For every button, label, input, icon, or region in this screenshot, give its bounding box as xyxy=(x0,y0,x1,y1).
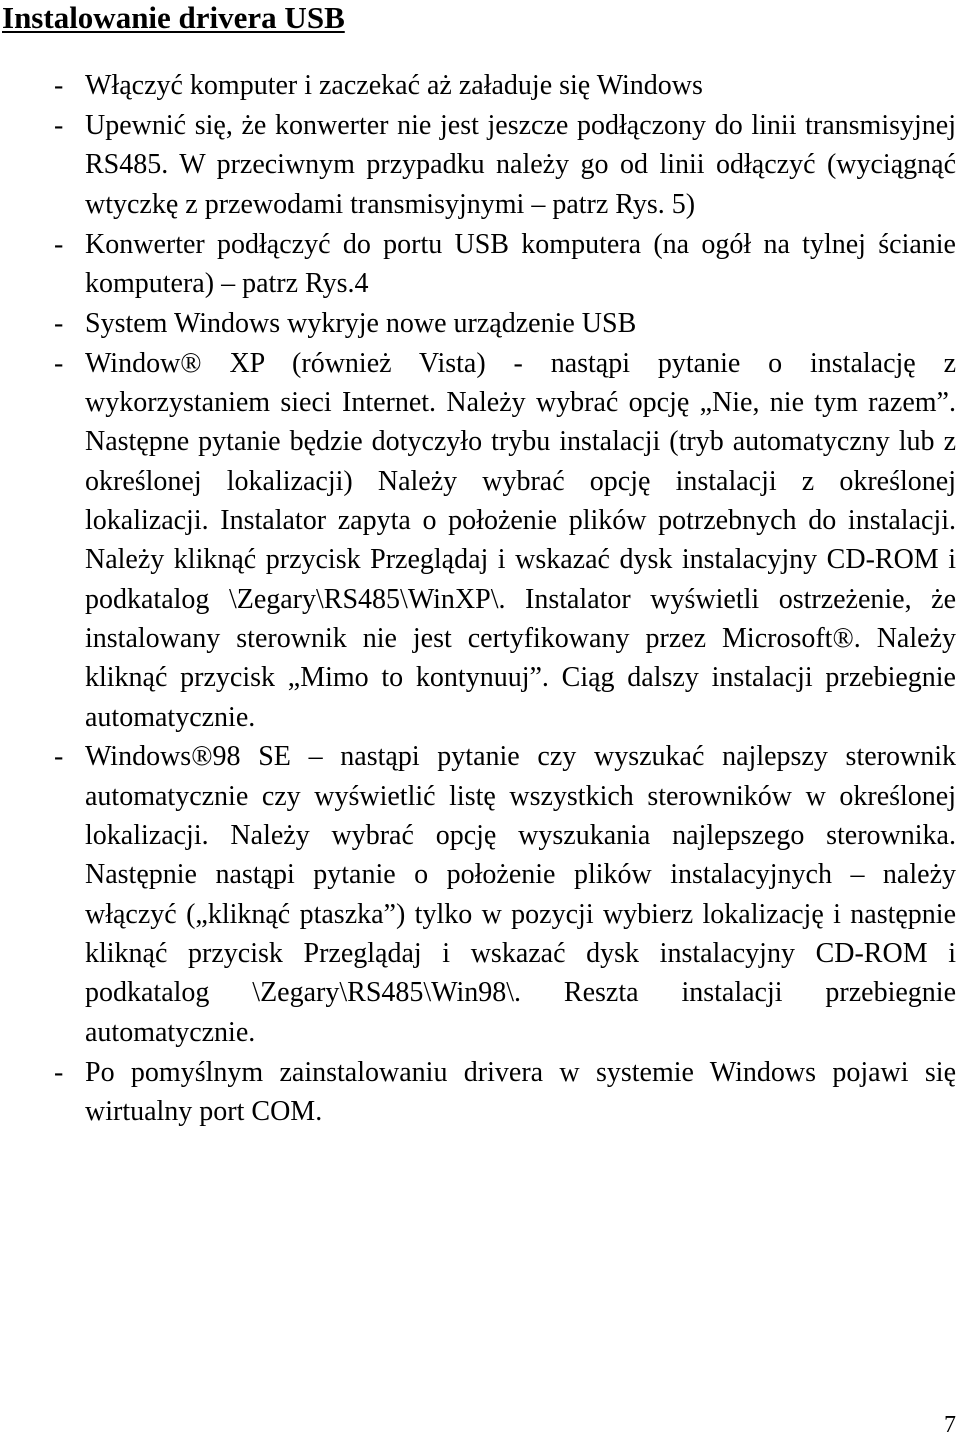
list-item xyxy=(54,225,956,304)
list-item xyxy=(54,344,956,737)
list-item-text: Konwerter podłączyć do portu USB komputera (na ogół na tylnej ścianie komputera) – patrz Rys.4 xyxy=(85,228,956,299)
list-item xyxy=(54,1053,956,1132)
instruction-list xyxy=(54,66,956,1132)
list-item-text: Po pomyślnym zainstalowaniu drivera w systemie Windows pojawi się wirtualny port COM. xyxy=(85,1056,956,1127)
bullet-dash: - xyxy=(54,109,64,141)
bullet-dash: - xyxy=(54,347,64,379)
bullet-dash: - xyxy=(54,228,64,260)
list-item-text: Windows®98 SE – nastąpi pytanie czy wyszukać najlepszy sterownik automatycznie czy wyświetlić listę wszystkich sterowników w określonej lokalizacji. Należy wybrać opcję wyszukania najlepszego sterownika. Następnie nastąpi pytanie o położenie plików instalacyjnych – należy włączyć („kliknąć ptaszka”) tylko w pozycji wybierz lokalizację i następnie kliknąć przycisk Przeglądaj i wskazać dysk instalacyjny CD-ROM i podkatalog \Zegary\RS485\Win98\. Reszta instalacji przebiegnie automatycznie. xyxy=(85,741,956,1048)
list-item-text: System Windows wykryje nowe urządzenie USB xyxy=(85,307,637,339)
list-item xyxy=(54,304,956,343)
list-item xyxy=(54,66,956,105)
bullet-dash: - xyxy=(54,70,64,101)
list-item xyxy=(54,106,956,224)
page-number: 7 xyxy=(944,1412,956,1438)
list-item xyxy=(54,737,956,1051)
page-title: Instalowanie drivera USB xyxy=(2,0,345,35)
list-item-text: Upewnić się, że konwerter nie jest jeszcze podłączony do linii transmisyjnej RS485. W przeciwnym przypadku należy go od linii odłączyć (wyciągnąć wtyczkę z przewodami transmisyjnymi – patrz Rys. 5) xyxy=(85,109,956,220)
list-item-text: Włączyć komputer i zaczekać aż załaduje się Windows xyxy=(85,70,703,101)
bullet-dash: - xyxy=(54,741,64,773)
bullet-dash: - xyxy=(54,1056,64,1088)
list-item-text: Window® XP (również Vista) - nastąpi pytanie o instalację z wykorzystaniem sieci Internet. Należy wybrać opcję „Nie, nie tym razem”. Następne pytanie będzie dotyczyło trybu instalacji (tryb automatyczny lub z określonej lokalizacji) Należy wybrać opcję instalacji z określonej lokalizacji. Instalator zapyta o położenie plików potrzebnych do instalacji. Należy kliknąć przycisk Przeglądaj i wskazać dysk instalacyjny CD-ROM i podkatalog \Zegary\RS485\WinXP\. Instalator wyświetli ostrzeżenie, że instalowany sterownik nie jest certyfikowany przez Microsoft®. Należy kliknąć przycisk „Mimo to kontynuuj”. Ciąg dalszy instalacji przebiegnie automatycznie. xyxy=(85,347,956,733)
bullet-dash: - xyxy=(54,307,64,339)
